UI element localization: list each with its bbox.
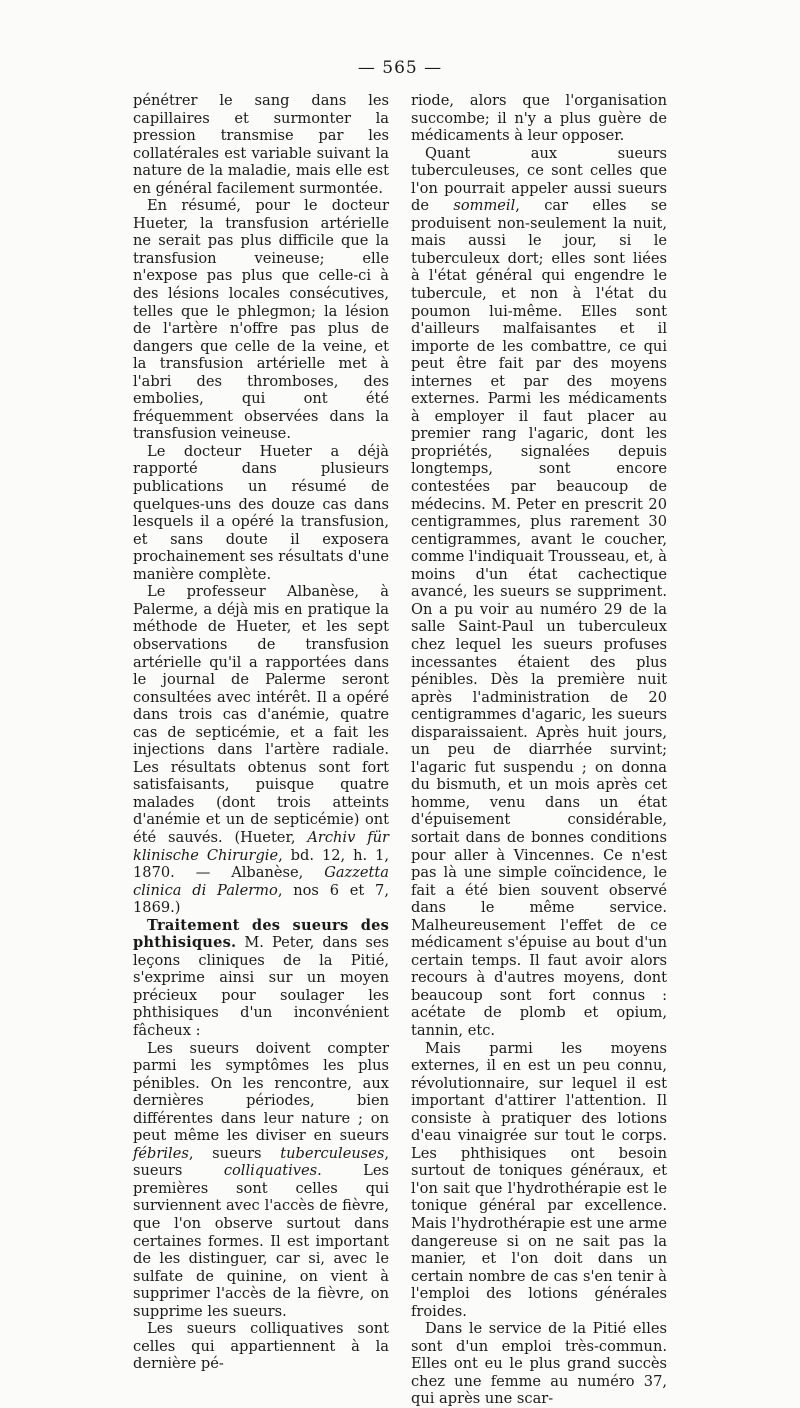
paragraph: Le docteur Hueter a déjà rapporté dans plusieurs publications un résumé de quelques-uns des douze cas dans lesquels il a opéré la transfusion, et sans doute il exposera prochainement ses résultats d'une manière complète. (133, 442, 389, 583)
citation-italic: Gazzetta clinica di Palermo (133, 864, 389, 899)
citation-italic: Archiv für klinische Chirurgie (133, 828, 389, 864)
paragraph: Les sueurs colliquatives sont celles qui appartiennent à la dernière pé- (133, 1320, 389, 1373)
left-column (133, 92, 389, 1373)
section-paragraph: Traitement des sueurs des phthisiques. M. Peter, dans ses leçons cliniques de la Pitié, s'exprime ainsi sur un moyen précieux pour soulager les phthisiques d'un inconvénient fâcheux : (133, 916, 389, 1039)
right-column (411, 92, 667, 1408)
paragraph: Le professeur Albanèse, à Palerme, a déjà mis en pratique la méthode de Hueter, et les sept observations de transfusion artérielle qu'il a rapportées dans le journal de Palerme seront consultées avec intérêt. Il a opéré dans trois cas d'anémie, quatre cas de septicémie, et a fait les injections dans l'artère radiale. Les résultats obtenus sont fort satisfaisants, puisque quatre malades (dont trois atteints d'anémie et un de septicémie) ont été sauvés. (Hueter, Archiv für klinische Chirurgie, bd. 12, h. 1, 1870. — Albanèse, Gazzetta clinica di Palermo, nos 6 et 7, 1869.) (133, 583, 389, 917)
paragraph: pénétrer le sang dans les capillaires et surmonter la pression transmise par les collatérales est variable suivant la nature de la maladie, mais elle est en général facilement surmontée. (133, 92, 389, 197)
section-title: Traitement des sueurs des phthisiques. (133, 916, 389, 952)
paragraph: Les sueurs doivent compter parmi les symptômes les plus pénibles. On les rencontre, aux dernières périodes, bien différentes dans leur nature ; on peut même les diviser en sueurs fébriles, sueurs tuberculeuses, sueurs colliquatives. Les premières sont celles qui surviennent avec l'accès de fièvre, que l'on observe surtout dans certaines formes. Il est important de les distinguer, car si, avec le sulfate de quinine, on vient à supprimer l'accès de la fièvre, on supprime les sueurs. (133, 1039, 389, 1320)
paragraph: Quant aux sueurs tuberculeuses, ce sont celles que l'on pourrait appeler aussi sueurs de sommeil, car elles se produisent non-seulement la nuit, mais aussi le jour, si le tuberculeux dort; elles sont liées à l'état général qui engendre le tubercule, et non à l'état du poumon lui-même. Elles sont d'ailleurs malfaisantes et il importe de les combattre, ce qui peut être fait par des moyens internes et par des moyens externes. Parmi les médicaments à employer il faut placer au premier rang l'agaric, dont les propriétés, signalées depuis longtemps, sont encore contestées par beaucoup de médecins. M. Peter en prescrit 20 centigrammes, plus rarement 30 centigrammes, avant le coucher, comme l'indiquait Trousseau, et, à moins d'un état cachectique avancé, les sueurs se suppriment. On a pu voir au numéro 29 de la salle Saint-Paul un tuberculeux chez lequel les sueurs profuses incessantes étaient des plus pénibles. Dès la première nuit après l'administration de 20 centigrammes d'agaric, les sueurs disparaissaient. Après huit jours, un peu de diarrhée survint; l'agaric fut suspendu ; on donna du bismuth, et un mois après cet homme, venu dans un état d'épuisement considérable, sortait dans de bonnes conditions pour aller à Vincennes. Ce n'est pas là une simple coïncidence, le fait a été bien souvent observé dans le même service. Malheureusement l'effet de ce médicament s'épuise au bout d'un certain temps. Il faut avoir alors recours à d'autres moyens, dont beaucoup sont fort connus : acétate de plomb et opium, tannin, etc. (411, 144, 667, 1039)
paragraph: Mais parmi les moyens externes, il en est un peu connu, révolutionnaire, sur lequel il est important d'attirer l'attention. Il consiste à pratiquer des lotions d'eau vinaigrée sur tout le corps. Les phthisiques ont besoin surtout de toniques généraux, et l'on sait que l'hydrothérapie est le tonique général par excellence. Mais l'hydrothérapie est une arme dangereuse si on ne sait pas la manier, et l'on doit dans un certain nombre de cas s'en tenir à l'emploi des lotions générales froides. (411, 1039, 667, 1320)
paragraph: Dans le service de la Pitié elles sont d'un emploi très-commun. Elles ont eu le plus grand succès chez une femme au numéro 37, qui après une scar- (411, 1320, 667, 1408)
page-number: — 565 — (357, 58, 443, 78)
paragraph: riode, alors que l'organisation succombe; il n'y a plus guère de médicaments à leur opposer. (411, 92, 667, 145)
paragraph: En résumé, pour le docteur Hueter, la transfusion artérielle ne serait pas plus difficile que la transfusion veineuse; elle n'expose pas plus que celle-ci à des lésions locales consécutives, telles que le phlegmon; la lésion de l'artère n'offre pas plus de dangers que celle de la veine, et la transfusion artérielle met à l'abri des thromboses, des embolies, qui ont été fréquemment observées dans la transfusion veineuse. (133, 197, 389, 443)
